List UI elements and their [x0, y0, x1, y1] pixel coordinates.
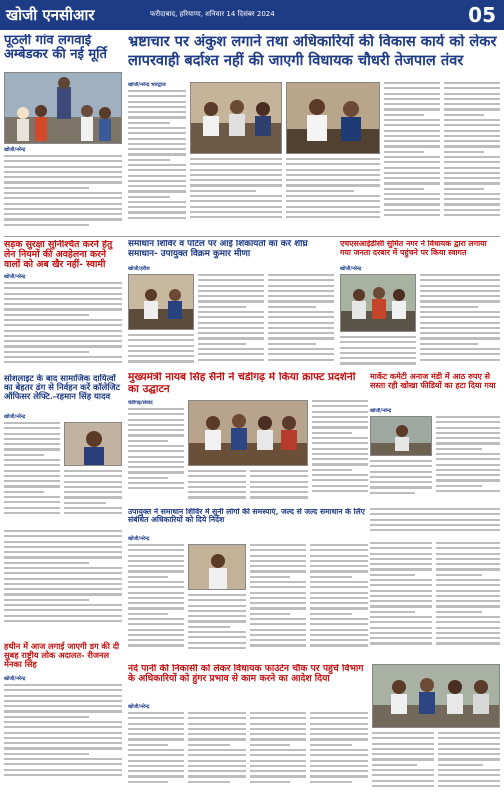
- nande-col-1: [128, 712, 184, 796]
- lohani-col-2: [64, 470, 122, 524]
- section-rule: [4, 236, 500, 237]
- lohani-continued: [4, 530, 122, 640]
- samadhan-col-2: [198, 274, 264, 368]
- lohani-title: सोशलाइट के बाद सामाजिक दायित्वों का बेहतर ढंग से निर्वहन करें कॉलेजिट ऑफिसर लेफ्टि.-रहमान सिंह यादव: [4, 374, 120, 402]
- cm-photo: [188, 400, 308, 466]
- story-road-safety: [4, 240, 122, 370]
- market-col-1: [370, 460, 432, 504]
- upayukt-byline: खोजी/नरेन्द्र: [128, 536, 150, 542]
- story-upayukt: [128, 508, 368, 658]
- main-byline: खोजी/नरेन्द्र भारद्वाज: [128, 82, 166, 88]
- road-safety-body: [4, 282, 122, 370]
- upayukt-col-4: [310, 544, 368, 658]
- story-cm-body: [128, 400, 368, 504]
- cm-col-1: [128, 408, 184, 504]
- nande-col-4: [310, 712, 368, 796]
- cm-byline: चंडीगढ़/संवाद: [128, 400, 153, 406]
- story-lohani: [4, 374, 122, 524]
- hsidc-photo-art: [341, 275, 416, 332]
- main-title-line1: भ्रष्टाचार पर अंकुश लगाने तथा अधिकारियों की विकास कार्य को लेकर: [128, 34, 497, 50]
- samadhan-photo-art: [129, 275, 194, 330]
- main-col-1: [128, 90, 186, 230]
- newspaper-name: खोजी एनसीआर: [6, 6, 95, 24]
- story-market-headline: [370, 372, 500, 406]
- nande-col-3: [250, 712, 306, 796]
- upayukt-title: उपायुक्त ने समाधान शिविर में सुनी लोगों की समस्याएं, जल्द से जल्द समाधान के लिए संबंधित अधिकारियों को दिये निर्देश: [128, 508, 365, 525]
- statue-photo-art: [5, 73, 122, 144]
- cm-col-3: [250, 470, 308, 504]
- cm-col-2: [188, 470, 246, 504]
- main-photo-official: [286, 82, 380, 154]
- market-col-2: [436, 416, 500, 504]
- market-extra-col-1: [370, 542, 432, 660]
- hsidc-photo: [340, 274, 416, 332]
- main-col-4: [384, 82, 440, 230]
- main-col-2: [190, 158, 282, 230]
- story-main-headline: [128, 34, 500, 80]
- story-market-body: [370, 408, 500, 504]
- masthead: [0, 0, 504, 30]
- nande-col-5: [372, 732, 434, 796]
- market-extra-body: [370, 542, 500, 660]
- official-photo-art: [287, 83, 380, 154]
- story-main-body: [128, 82, 500, 230]
- lohani-byline: खोजी/नरेन्द्र: [4, 414, 26, 420]
- market-photo: [370, 416, 432, 456]
- main-title-line2: लापरवाही बर्दाश्त नहीं की जाएगी विधायक चौधरी तेजपाल तंवर: [128, 52, 464, 70]
- main-photo-meeting: [190, 82, 282, 154]
- nande-photo: [372, 664, 500, 728]
- story-title: पूठली गांव लगवाई अम्बेडकर की नई मूर्ति: [4, 34, 107, 63]
- cm-title: मुख्यमंत्री नायब सिंह सैनी ने चंडीगढ़ में किया क्राफ्ट प्रदर्शनी का उद्घाटन: [128, 372, 356, 395]
- market-extra-col-2: [436, 542, 500, 660]
- dateline: फरीदाबाद, हरियाणा, शनिवार 14 दिसंबर 2024: [150, 10, 275, 18]
- lohani-col-1: [4, 422, 60, 524]
- cm-col-4: [312, 400, 368, 504]
- nande-photo-art: [373, 665, 500, 728]
- road-safety-byline: खोजी/नरेन्द्र: [4, 274, 26, 280]
- nande-title: नंदे पानी की निकासी को लेकर विधायक फाउंटेन चौक पर पहुंचे विभाग के अधिकारियों को हुंगर प्रभाव से काम करने का आदेश दिया: [128, 664, 364, 685]
- lohani-photo: [64, 422, 122, 466]
- story-samadhan: [128, 240, 334, 368]
- hathin-byline: खोजी/नरेन्द्र: [4, 676, 26, 682]
- upayukt-photo: [188, 544, 246, 590]
- nande-col-2: [188, 712, 246, 796]
- main-col-5: [444, 82, 500, 230]
- samadhan-col-1: [128, 334, 194, 368]
- hathin-body: [4, 684, 122, 796]
- story-byline: खोजी/नरेन्द्र: [4, 147, 26, 153]
- story-nande-main: [128, 664, 500, 796]
- lohani-photo-art: [65, 423, 122, 466]
- statue-photo: [4, 72, 122, 144]
- market-title: मार्केट कमेटी अनाज मंडी में आठ रुपए से सस्ता रही खोखा फीडियों का हटा दिया गया: [370, 372, 496, 390]
- road-safety-title: सड़क सुरक्षा सुनिश्चित करने हेतु लेन नियमों की अवहेलना करने वालों को अब खैर नहीं- स्वामी: [4, 240, 113, 271]
- upayukt-col-3: [250, 544, 306, 658]
- market-photo-art: [371, 417, 432, 456]
- cm-photo-art: [189, 401, 308, 466]
- main-col-3: [286, 158, 380, 230]
- story-left-top: [4, 34, 122, 234]
- hsidc-title: एचएसआईडीसी सुमित नगर ने विधायक द्वारा लगाया गया जनता दरबार में पहुंचने पर किया स्वागत: [340, 240, 487, 257]
- hsidc-col-2: [420, 274, 500, 368]
- market-continued: [370, 508, 500, 538]
- upayukt-col-2: [188, 594, 246, 658]
- story-body: [4, 155, 122, 233]
- page-number: 05: [468, 3, 496, 27]
- samadhan-byline: खोजी/हरीश: [128, 266, 150, 272]
- story-hathin: [4, 530, 122, 796]
- nande-byline: खोजी/नरेन्द्र: [128, 704, 150, 710]
- hsidc-col-1: [340, 336, 416, 368]
- meeting-photo-art: [191, 83, 282, 154]
- hathin-title: हथीन में आज लगाई जाएगी डग की दी सुबह राष्ट्रीय लोक अदालत- रीजनल मेनका सिंह: [4, 641, 120, 670]
- samadhan-photo: [128, 274, 194, 330]
- story-hsidc: [340, 240, 500, 368]
- samadhan-title: समाधान शिविर व पोर्टल पर आई शिकायतों का करें शीघ्र समाधान- उपायुक्त विक्रम कुमार मीणा: [128, 240, 308, 259]
- samadhan-col-3: [268, 274, 334, 368]
- hsidc-byline: खोजी/नरेन्द्र: [340, 266, 362, 272]
- story-cm-headline: [128, 372, 362, 398]
- upayukt-photo-art: [189, 545, 246, 590]
- nande-col-6: [438, 732, 500, 796]
- upayukt-col-1: [128, 544, 184, 658]
- market-byline: खोजी/नरेन्द्र: [370, 408, 392, 414]
